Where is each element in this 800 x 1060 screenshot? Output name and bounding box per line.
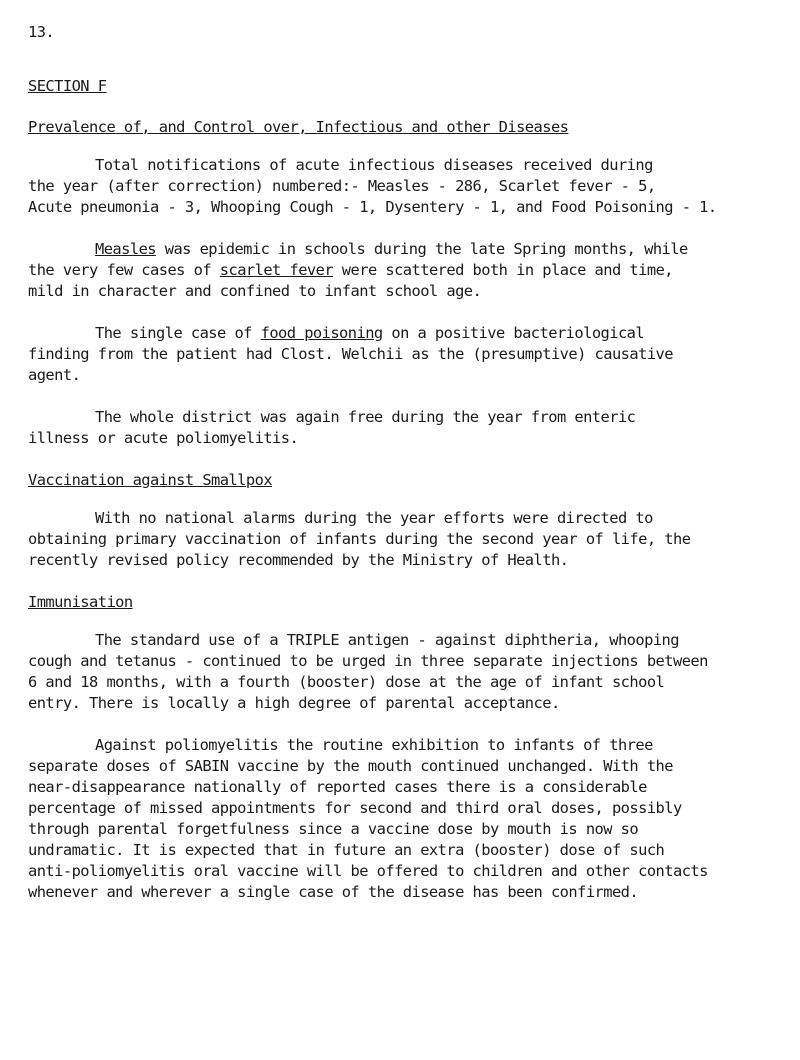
text-line: agent. xyxy=(28,366,81,384)
text-line: illness or acute poliomyelitis. xyxy=(28,429,299,447)
paragraph-triple-antigen xyxy=(28,630,778,714)
heading-vaccination: Vaccination against Smallpox xyxy=(28,471,273,489)
text-line: Total notifications of acute infectious diseases received during xyxy=(95,156,653,174)
text-line: mild in character and confined to infant school age. xyxy=(28,282,482,300)
heading-prevalence: Prevalence of, and Control over, Infectious and other Diseases xyxy=(28,118,569,136)
term-food-poisoning: food poisoning xyxy=(260,324,383,342)
text-line: the very few cases of xyxy=(28,261,220,279)
page-number: 13. xyxy=(28,23,55,41)
paragraph-enteric xyxy=(28,407,778,449)
text-line: recently revised policy recommended by the Ministry of Health. xyxy=(28,551,569,569)
text-line: finding from the patient had Clost. Welchii as the (presumptive) causative xyxy=(28,345,673,363)
term-scarlet-fever: scarlet fever xyxy=(219,261,334,279)
text-line: percentage of missed appointments for second and third oral doses, possibly xyxy=(28,799,682,817)
term-measles: Measles xyxy=(95,240,157,258)
text-line: whenever and wherever a single case of the disease has been confirmed. xyxy=(28,883,639,901)
paragraph-poliomyelitis xyxy=(28,735,778,903)
paragraph-measles xyxy=(28,239,778,302)
paragraph-food-poisoning xyxy=(28,323,778,386)
document-page xyxy=(28,22,778,924)
paragraph-notifications xyxy=(28,155,778,218)
text-line: obtaining primary vaccination of infants during the second year of life, the xyxy=(28,530,691,548)
text-line: The standard use of a TRIPLE antigen - against diphtheria, whooping xyxy=(95,631,679,649)
text-line: through parental forgetfulness since a vaccine dose by mouth is now so xyxy=(28,820,639,838)
text-line: The single case of xyxy=(95,324,261,342)
text-line: the year (after correction) numbered:- Measles - 286, Scarlet fever - 5, xyxy=(28,177,656,195)
text-line: The whole district was again free during the year from enteric xyxy=(95,408,636,426)
text-line: cough and tetanus - continued to be urged in three separate injections between xyxy=(28,652,708,670)
paragraph-vaccination xyxy=(28,508,778,571)
section-label: SECTION F xyxy=(28,77,107,95)
text-line: on a positive bacteriological xyxy=(382,324,645,342)
heading-immunisation: Immunisation xyxy=(28,593,133,611)
text-line: 6 and 18 months, with a fourth (booster) dose at the age of infant school xyxy=(28,673,665,691)
text-line: undramatic. It is expected that in future an extra (booster) dose of such xyxy=(28,841,665,859)
text-line: separate doses of SABIN vaccine by the mouth continued unchanged. With the xyxy=(28,757,673,775)
text-line: was epidemic in schools during the late Spring months, while xyxy=(156,240,688,258)
text-line: Against poliomyelitis the routine exhibition to infants of three xyxy=(95,736,653,754)
text-line: near-disappearance nationally of reported cases there is a considerable xyxy=(28,778,647,796)
text-line: Acute pneumonia - 3, Whooping Cough - 1, Dysentery - 1, and Food Poisoning - 1. xyxy=(28,198,717,216)
text-line: With no national alarms during the year efforts were directed to xyxy=(95,509,653,527)
text-line: were scattered both in place and time, xyxy=(333,261,674,279)
text-line: entry. There is locally a high degree of parental acceptance. xyxy=(28,694,560,712)
text-line: anti-poliomyelitis oral vaccine will be offered to children and other contacts xyxy=(28,862,708,880)
